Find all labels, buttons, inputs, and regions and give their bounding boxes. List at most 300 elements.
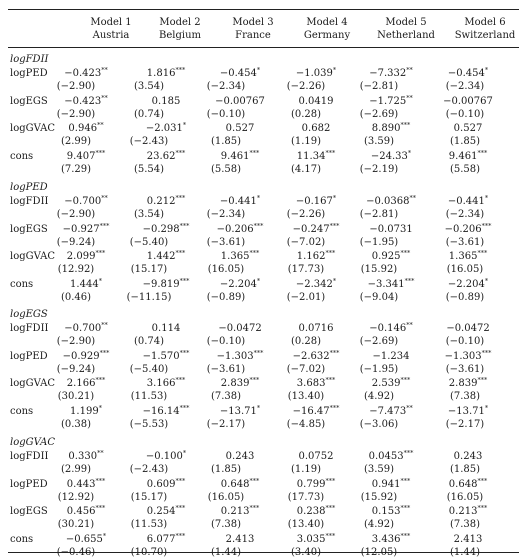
coefficient-cell: [356, 249, 426, 262]
t-statistic: (−2.26): [286, 209, 326, 220]
significance-stars: ***: [477, 376, 488, 384]
coefficient-cell: [281, 532, 351, 545]
coefficient-value: 0.648: [448, 479, 478, 490]
row-label: logGVAC: [10, 123, 56, 134]
t-statistic: (−7.02): [286, 237, 326, 248]
t-statistic: (−2.34): [206, 81, 246, 92]
coefficient-cell: [131, 376, 201, 389]
significance-stars: ***: [175, 477, 186, 485]
significance-stars: ***: [329, 404, 340, 412]
coefficient-value: 9.407: [66, 151, 96, 162]
t-statistic: (17.73): [287, 264, 325, 275]
significance-stars: ***: [481, 222, 492, 230]
significance-stars: *: [182, 121, 187, 129]
coefficient-cell: [205, 277, 275, 290]
t-statistic: (1.85): [210, 464, 242, 475]
column-header-model: Model 2: [159, 17, 201, 28]
table-rule: [8, 47, 519, 48]
coefficient-cell: [131, 121, 201, 134]
t-statistic: (13.40): [287, 519, 325, 530]
coefficient-value: 23.62: [146, 151, 176, 162]
coefficient-cell: [51, 504, 121, 517]
coefficient-value: −16.14: [142, 406, 180, 417]
t-statistic: (16.05): [207, 264, 245, 275]
significance-stars: *: [332, 66, 337, 74]
t-statistic: (1.85): [449, 464, 481, 475]
coefficient-cell: [356, 121, 426, 134]
coefficient-cell: [281, 222, 351, 235]
coefficient-value: −0.00767: [215, 96, 265, 107]
significance-stars: *: [98, 277, 102, 285]
coefficient-cell: [205, 124, 275, 134]
coefficient-value: 0.213: [220, 506, 250, 517]
coefficient-value: 1.162: [296, 251, 326, 262]
significance-stars: **: [409, 194, 416, 202]
t-statistic: (1.44): [210, 547, 242, 558]
coefficient-cell: [131, 277, 201, 290]
t-statistic: (−9.24): [56, 364, 96, 375]
coefficient-cell: [433, 452, 503, 462]
coefficient-cell: [433, 376, 503, 389]
coefficient-cell: [51, 194, 121, 207]
coefficient-cell: [356, 149, 426, 162]
t-statistic: (16.05): [446, 492, 484, 503]
row-label: cons: [10, 406, 34, 417]
coefficient-value: 0.456: [66, 506, 96, 517]
coefficient-cell: [205, 452, 275, 462]
t-statistic: (16.05): [446, 264, 484, 275]
coefficient-cell: [281, 477, 351, 490]
coefficient-cell: [356, 449, 426, 462]
coefficient-value: 0.799: [296, 479, 326, 490]
coefficient-value: −0.929: [62, 351, 100, 362]
coefficient-cell: [205, 249, 275, 262]
significance-stars: *: [102, 532, 107, 540]
coefficient-cell: [205, 66, 275, 79]
significance-stars: ***: [179, 277, 190, 285]
coefficient-value: −2.342: [295, 279, 333, 290]
significance-stars: ***: [253, 222, 264, 230]
coefficient-value: 1.365: [220, 251, 250, 262]
significance-stars: **: [406, 94, 413, 102]
t-statistic: (−2.69): [359, 109, 399, 120]
coefficient-value: 0.0752: [298, 451, 334, 462]
coefficient-value: −1.725: [369, 96, 407, 107]
coefficient-value: −16.47: [292, 406, 330, 417]
coefficient-value: −0.0472: [446, 323, 490, 334]
coefficient-cell: [356, 194, 426, 207]
significance-stars: ***: [325, 249, 336, 257]
coefficient-cell: [433, 66, 503, 79]
column-header-model: Model 1: [90, 17, 132, 28]
coefficient-value: 0.941: [371, 479, 401, 490]
coefficient-cell: [205, 376, 275, 389]
t-statistic: (−0.46): [56, 547, 96, 558]
t-statistic: (0.74): [133, 109, 165, 120]
coefficient-value: 3.436: [371, 534, 401, 545]
coefficient-value: 0.648: [220, 479, 250, 490]
t-statistic: (−2.90): [56, 336, 96, 347]
coefficient-value: 2.413: [225, 534, 255, 545]
significance-stars: ***: [400, 249, 411, 257]
t-statistic: (4.17): [290, 164, 322, 175]
t-statistic: (−2.43): [129, 464, 169, 475]
t-statistic: (−2.43): [129, 136, 169, 147]
coefficient-value: 0.153: [371, 506, 401, 517]
significance-stars: **: [101, 321, 108, 329]
column-header-country: Netherland: [377, 30, 435, 41]
significance-stars: *: [407, 149, 412, 157]
significance-stars: **: [97, 449, 104, 457]
significance-stars: ***: [95, 249, 106, 257]
coefficient-cell: [131, 349, 201, 362]
coefficient-cell: [51, 449, 121, 462]
t-statistic: (−1.95): [359, 364, 399, 375]
significance-stars: ***: [175, 249, 186, 257]
coefficient-value: 0.213: [448, 506, 478, 517]
t-statistic: (1.85): [210, 136, 242, 147]
row-label: logGVAC: [10, 378, 56, 389]
t-statistic: (16.05): [207, 492, 245, 503]
coefficient-value: 0.330: [68, 451, 98, 462]
coefficient-cell: [433, 404, 503, 417]
significance-stars: *: [182, 449, 187, 457]
coefficient-value: 2.839: [448, 378, 478, 389]
coefficient-value: −0.655: [65, 534, 103, 545]
coefficient-value: −1.303: [216, 351, 254, 362]
significance-stars: ***: [99, 349, 110, 357]
row-label: logPED: [10, 351, 48, 362]
coefficient-value: −0.00767: [443, 96, 493, 107]
row-label: logEGS: [10, 224, 48, 235]
coefficient-value: 0.238: [296, 506, 326, 517]
coefficient-value: 0.243: [453, 451, 483, 462]
column-header-model: Model 5: [385, 17, 427, 28]
column-header-country: Belgium: [159, 30, 201, 41]
coefficient-cell: [51, 149, 121, 162]
coefficient-value: −13.71: [219, 406, 257, 417]
coefficient-cell: [356, 532, 426, 545]
column-header-country: France: [235, 30, 271, 41]
coefficient-cell: [51, 277, 121, 290]
coefficient-cell: [51, 249, 121, 262]
coefficient-cell: [51, 121, 121, 134]
t-statistic: (−11.15): [126, 292, 172, 303]
t-statistic: (−0.10): [206, 336, 246, 347]
t-statistic: (15.92): [360, 264, 398, 275]
coefficient-cell: [51, 222, 121, 235]
significance-stars: ***: [175, 376, 186, 384]
t-statistic: (−0.10): [206, 109, 246, 120]
significance-stars: **: [97, 121, 104, 129]
coefficient-cell: [51, 532, 121, 545]
t-statistic: (−2.17): [445, 419, 485, 430]
coefficient-cell: [205, 97, 275, 107]
significance-stars: ***: [404, 277, 415, 285]
coefficient-cell: [205, 349, 275, 362]
coefficient-cell: [433, 249, 503, 262]
significance-stars: **: [406, 404, 413, 412]
significance-stars: ***: [95, 504, 106, 512]
coefficient-cell: [205, 535, 275, 545]
significance-stars: ***: [253, 349, 264, 357]
t-statistic: (−0.10): [445, 336, 485, 347]
coefficient-value: 0.609: [146, 479, 176, 490]
coefficient-cell: [281, 66, 351, 79]
t-statistic: (7.38): [210, 391, 242, 402]
coefficient-cell: [131, 149, 201, 162]
t-statistic: (7.38): [449, 391, 481, 402]
t-statistic: (−2.69): [359, 336, 399, 347]
t-statistic: (30.21): [57, 519, 95, 530]
significance-stars: ***: [249, 504, 260, 512]
significance-stars: ***: [481, 349, 492, 357]
t-statistic: (−3.61): [206, 237, 246, 248]
t-statistic: (3.59): [363, 136, 395, 147]
t-statistic: (−9.24): [56, 237, 96, 248]
section-title: logGVAC: [10, 437, 56, 448]
coefficient-value: −0.298: [142, 224, 180, 235]
significance-stars: *: [484, 66, 489, 74]
significance-stars: ***: [249, 376, 260, 384]
coefficient-value: −1.570: [142, 351, 180, 362]
coefficient-cell: [433, 477, 503, 490]
significance-stars: *: [256, 66, 261, 74]
t-statistic: (−2.19): [359, 164, 399, 175]
coefficient-value: 0.254: [146, 506, 176, 517]
significance-stars: *: [332, 194, 337, 202]
significance-stars: ***: [400, 504, 411, 512]
significance-stars: ***: [249, 149, 260, 157]
coefficient-cell: [131, 324, 201, 334]
coefficient-value: 0.0716: [298, 323, 334, 334]
t-statistic: (−9.04): [359, 292, 399, 303]
coefficient-value: 3.166: [146, 378, 176, 389]
coefficient-value: 9.461: [448, 151, 478, 162]
coefficient-value: 2.839: [220, 378, 250, 389]
significance-stars: ***: [325, 504, 336, 512]
t-statistic: (−2.01): [286, 292, 326, 303]
significance-stars: *: [256, 404, 261, 412]
t-statistic: (2.99): [60, 464, 92, 475]
coefficient-cell: [131, 532, 201, 545]
coefficient-cell: [131, 504, 201, 517]
coefficient-cell: [51, 477, 121, 490]
t-statistic: (−2.34): [445, 209, 485, 220]
t-statistic: (−5.40): [129, 237, 169, 248]
coefficient-cell: [356, 477, 426, 490]
coefficient-cell: [281, 149, 351, 162]
column-header-country: Switzerland: [454, 30, 516, 41]
coefficient-value: −2.204: [219, 279, 257, 290]
coefficient-cell: [281, 504, 351, 517]
t-statistic: (3.40): [290, 547, 322, 558]
coefficient-cell: [205, 477, 275, 490]
coefficient-value: −7.473: [369, 406, 407, 417]
coefficient-value: 1.816: [146, 68, 176, 79]
row-label: cons: [10, 151, 34, 162]
significance-stars: ***: [179, 222, 190, 230]
coefficient-value: −0.167: [295, 196, 333, 207]
coefficient-value: −0.441: [219, 196, 257, 207]
coefficient-value: −0.146: [369, 323, 407, 334]
coefficient-cell: [51, 94, 121, 107]
coefficient-cell: [131, 404, 201, 417]
coefficient-value: −1.039: [295, 68, 333, 79]
column-header-country: Austria: [92, 30, 130, 41]
t-statistic: (30.21): [57, 391, 95, 402]
t-statistic: (−2.90): [56, 81, 96, 92]
t-statistic: (3.54): [133, 209, 165, 220]
t-statistic: (3.59): [363, 464, 395, 475]
coefficient-cell: [356, 277, 426, 290]
coefficient-value: 9.461: [220, 151, 250, 162]
coefficient-cell: [281, 97, 351, 107]
row-label: logPED: [10, 68, 48, 79]
coefficient-value: −0.206: [216, 224, 254, 235]
significance-stars: ***: [400, 376, 411, 384]
coefficient-cell: [356, 225, 426, 235]
t-statistic: (−3.61): [445, 364, 485, 375]
significance-stars: ***: [95, 149, 106, 157]
coefficient-cell: [356, 504, 426, 517]
significance-stars: *: [484, 277, 489, 285]
coefficient-cell: [281, 277, 351, 290]
coefficient-cell: [281, 194, 351, 207]
t-statistic: (15.17): [130, 492, 168, 503]
coefficient-value: −0.0368: [366, 196, 410, 207]
coefficient-cell: [205, 149, 275, 162]
table-rule: [8, 9, 519, 10]
row-label: cons: [10, 534, 34, 545]
t-statistic: (−5.53): [129, 419, 169, 430]
significance-stars: ***: [325, 376, 336, 384]
coefficient-value: 0.114: [151, 323, 181, 334]
coefficient-value: −13.71: [447, 406, 485, 417]
coefficient-value: 1.442: [146, 251, 176, 262]
significance-stars: ***: [95, 376, 106, 384]
coefficient-cell: [131, 222, 201, 235]
row-label: logEGS: [10, 506, 48, 517]
coefficient-value: −1.234: [372, 351, 410, 362]
coefficient-value: −0.700: [64, 196, 102, 207]
coefficient-cell: [281, 124, 351, 134]
t-statistic: (−5.40): [129, 364, 169, 375]
coefficient-value: −0.927: [62, 224, 100, 235]
t-statistic: (−2.81): [359, 209, 399, 220]
coefficient-cell: [433, 349, 503, 362]
coefficient-cell: [356, 352, 426, 362]
t-statistic: (3.54): [133, 81, 165, 92]
coefficient-value: −2.204: [447, 279, 485, 290]
coefficient-value: 1.199: [70, 406, 99, 417]
significance-stars: ***: [325, 477, 336, 485]
coefficient-cell: [433, 277, 503, 290]
significance-stars: ***: [477, 477, 488, 485]
coefficient-cell: [131, 449, 201, 462]
coefficient-cell: [281, 452, 351, 462]
t-statistic: (−2.34): [206, 209, 246, 220]
coefficient-value: −0.423: [64, 96, 102, 107]
coefficient-value: −1.303: [444, 351, 482, 362]
coefficient-value: 11.34: [296, 151, 326, 162]
significance-stars: ***: [477, 149, 488, 157]
coefficient-value: −2.031: [145, 123, 183, 134]
coefficient-cell: [433, 124, 503, 134]
coefficient-cell: [281, 349, 351, 362]
significance-stars: **: [101, 66, 108, 74]
row-label: logFDII: [10, 196, 49, 207]
significance-stars: **: [406, 66, 413, 74]
coefficient-value: −0.441: [447, 196, 485, 207]
t-statistic: (−0.10): [445, 109, 485, 120]
significance-stars: ***: [400, 121, 411, 129]
coefficient-value: 2.539: [371, 378, 401, 389]
coefficient-value: −0.454: [219, 68, 257, 79]
significance-stars: *: [98, 404, 102, 412]
significance-stars: ***: [99, 222, 110, 230]
coefficient-value: −0.454: [447, 68, 485, 79]
significance-stars: **: [101, 194, 108, 202]
coefficient-cell: [356, 66, 426, 79]
significance-stars: ***: [175, 66, 186, 74]
t-statistic: (5.58): [210, 164, 242, 175]
significance-stars: ***: [400, 532, 411, 540]
t-statistic: (17.73): [287, 492, 325, 503]
significance-stars: ***: [249, 249, 260, 257]
coefficient-cell: [356, 404, 426, 417]
coefficient-cell: [205, 404, 275, 417]
coefficient-value: −2.632: [292, 351, 330, 362]
significance-stars: ***: [179, 349, 190, 357]
t-statistic: (7.38): [449, 519, 481, 530]
coefficient-cell: [205, 194, 275, 207]
t-statistic: (5.58): [449, 164, 481, 175]
significance-stars: *: [484, 194, 489, 202]
significance-stars: ***: [403, 449, 414, 457]
row-label: logFDII: [10, 323, 49, 334]
coefficient-cell: [131, 194, 201, 207]
significance-stars: **: [406, 321, 413, 329]
significance-stars: **: [101, 94, 108, 102]
t-statistic: (13.40): [287, 391, 325, 402]
coefficient-cell: [51, 321, 121, 334]
t-statistic: (1.19): [290, 136, 322, 147]
t-statistic: (−2.90): [56, 209, 96, 220]
t-statistic: (−4.85): [286, 419, 326, 430]
significance-stars: ***: [329, 349, 340, 357]
t-statistic: (−2.81): [359, 81, 399, 92]
coefficient-value: −0.423: [64, 68, 102, 79]
coefficient-value: −3.341: [367, 279, 405, 290]
significance-stars: ***: [400, 477, 411, 485]
t-statistic: (15.92): [360, 492, 398, 503]
coefficient-cell: [131, 477, 201, 490]
coefficient-cell: [433, 535, 503, 545]
row-label: logFDII: [10, 451, 49, 462]
t-statistic: (2.99): [60, 136, 92, 147]
coefficient-cell: [356, 321, 426, 334]
t-statistic: (−0.89): [445, 292, 485, 303]
significance-stars: ***: [175, 149, 186, 157]
coefficient-cell: [51, 66, 121, 79]
section-title: logPED: [10, 182, 48, 193]
coefficient-cell: [281, 324, 351, 334]
coefficient-value: −24.33: [370, 151, 408, 162]
t-statistic: (12.05): [360, 547, 398, 558]
significance-stars: ***: [175, 194, 186, 202]
coefficient-cell: [433, 222, 503, 235]
